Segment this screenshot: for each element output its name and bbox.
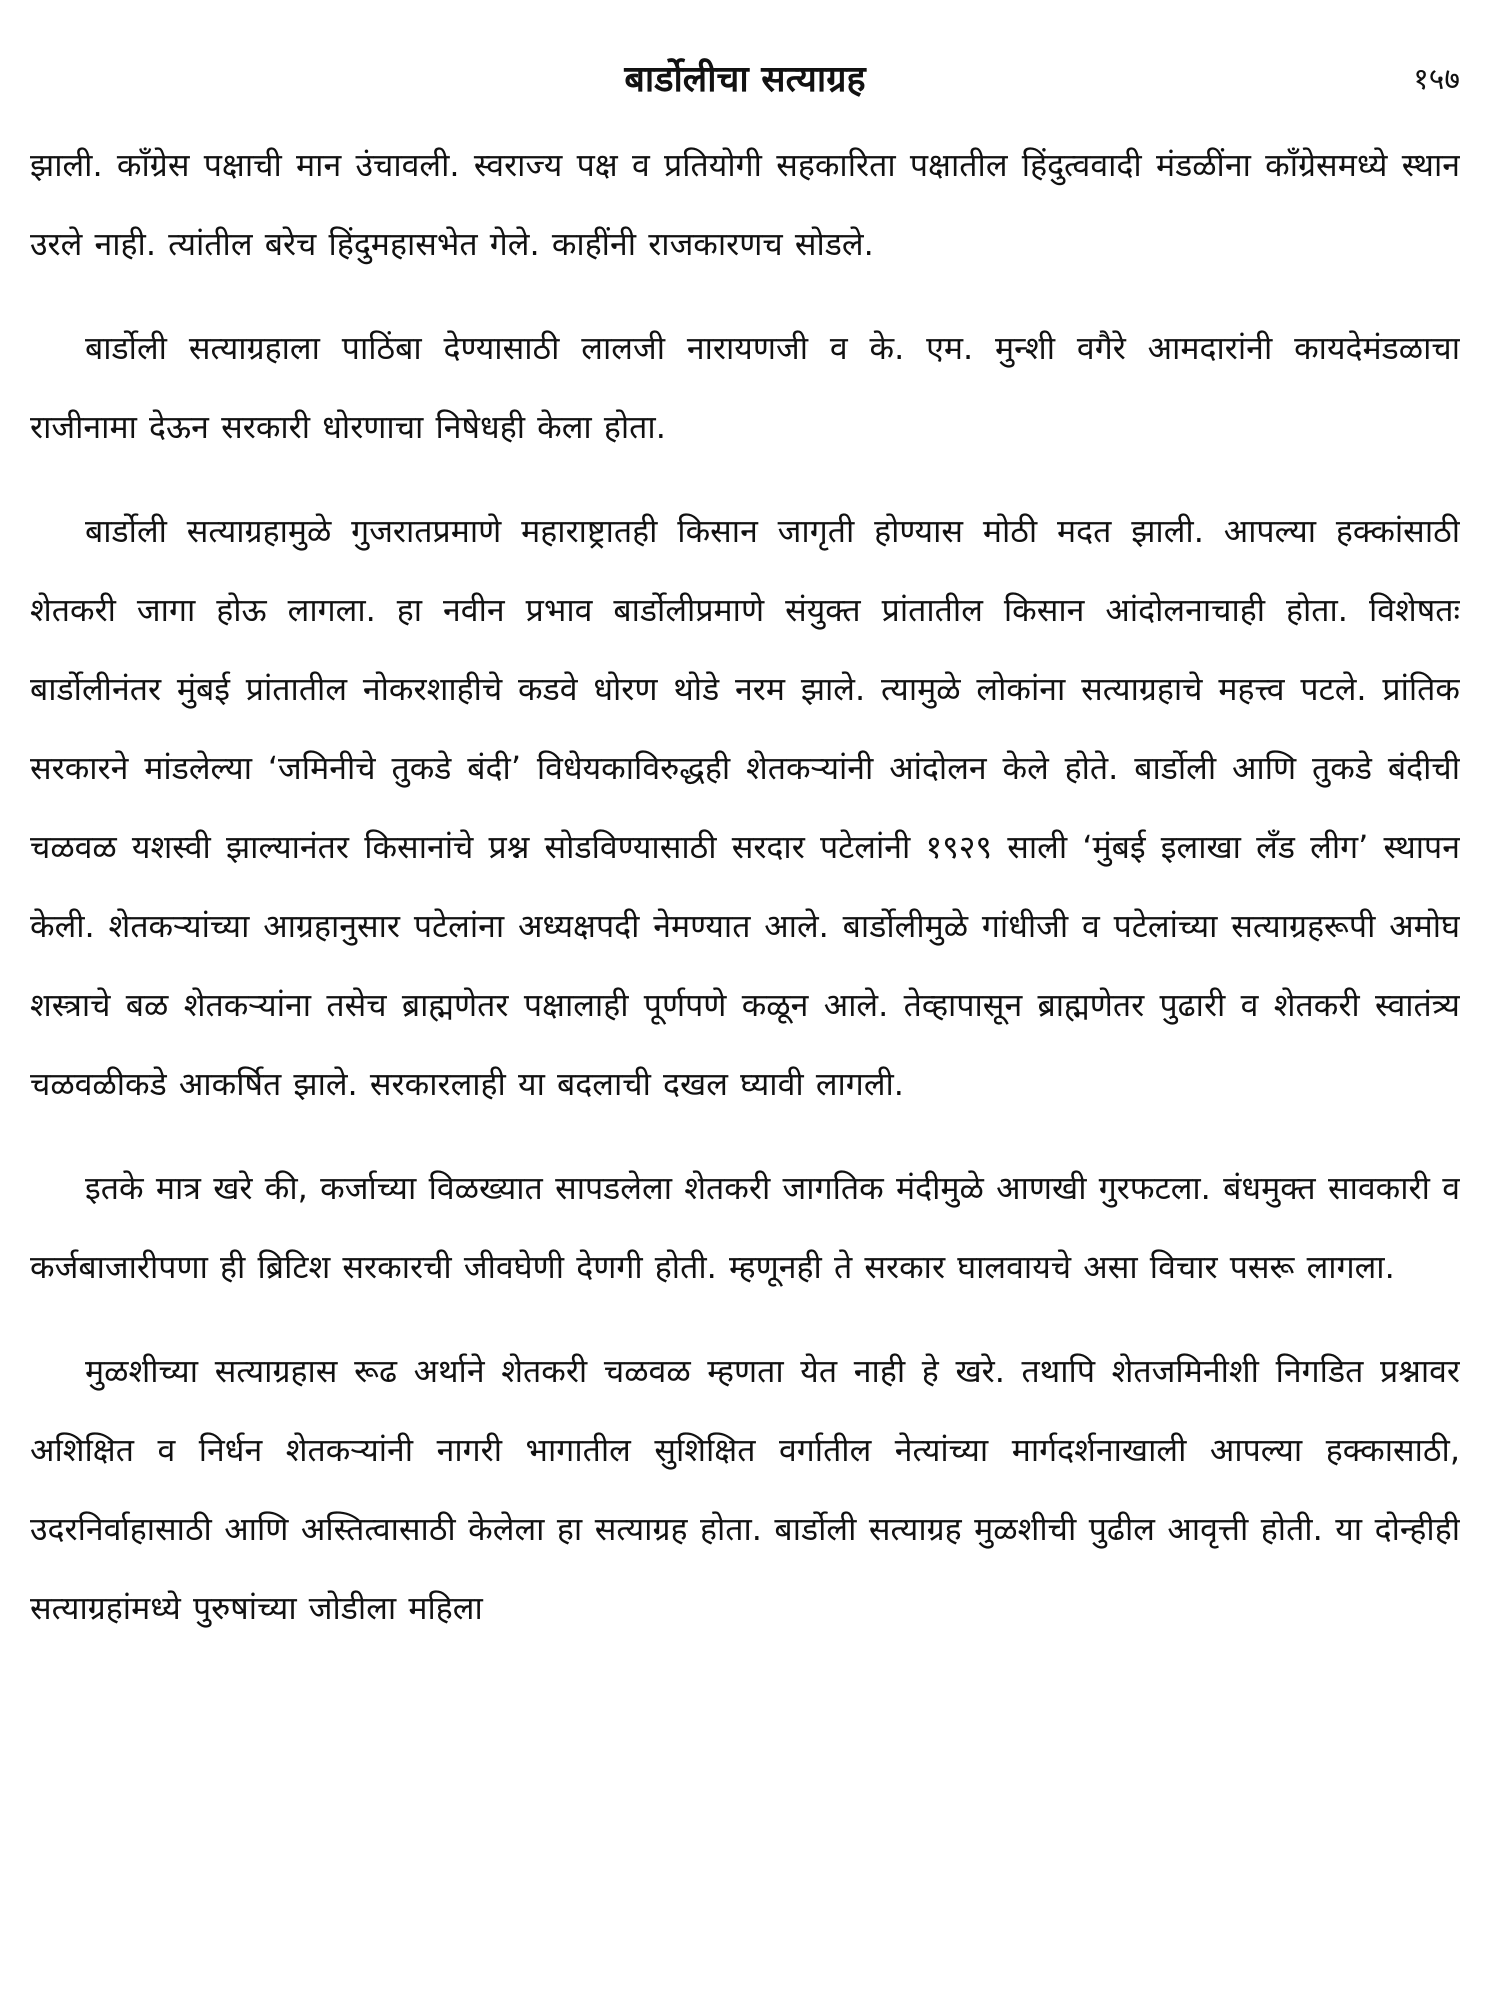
paragraph: बार्डोली सत्याग्रहामुळे गुजरातप्रमाणे महाराष्ट्रातही किसान जागृती होण्यास मोठी मदत झाली. आपल्या हक्कांसाठी शेतकरी जागा होऊ लागला. हा नवीन प्रभाव बार्डोलीप्रमाणे संयुक्त प्रांतातील किसान आंदोलनाचाही होता. विशेषतः बार्डोलीनंतर मुंबई प्रांतातील नोकरशाहीचे कडवे धोरण थोडे नरम झाले. त्यामुळे लोकांना सत्याग्रहाचे महत्त्व पटले. प्रांतिक सरकारने मांडलेल्या ‘जमिनीचे तुकडे बंदी’ विधेयकाविरुद्धही शेतकऱ्यांनी आंदोलन केले होते. बार्डोली आणि तुकडे बंदीची चळवळ यशस्वी झाल्यानंतर किसानांचे प्रश्न सोडविण्यासाठी सरदार पटेलांनी १९२९ साली ‘मुंबई इलाखा लँड लीग’ स्थापन केली. शेतकऱ्यांच्या आग्रहानुसार पटेलांना अध्यक्षपदी नेमण्यात आले. बार्डोलीमुळे गांधीजी व पटेलांच्या सत्याग्रहरूपी अमोघ शस्त्राचे बळ शेतकऱ्यांना तसेच ब्राह्मणेतर पक्षालाही पूर्णपणे कळून आले. तेव्हापासून ब्राह्मणेतर पुढारी व शेतकरी स्वातंत्र्य चळवळीकडे आकर्षित झाले. सरकारलाही या बदलाची दखल घ्यावी लागली. — [30, 512, 1460, 1103]
book-page — [30, 52, 1460, 1982]
paragraph-continued: झाली. काँग्रेस पक्षाची मान उंचावली. स्वराज्य पक्ष व प्रतियोगी सहकारिता पक्षातील हिंदुत्ववादी मंडळींना काँग्रेसमध्ये स्थान उरले नाही. त्यांतील बरेच हिंदुमहासभेत गेले. काहींनी राजकारणच सोडले. — [30, 146, 1460, 263]
running-header — [30, 52, 1460, 122]
running-title: बार्डोलीचा सत्याग्रह — [624, 59, 866, 100]
paragraph: इतके मात्र खरे की, कर्जाच्या विळख्यात सापडलेला शेतकरी जागतिक मंदीमुळे आणखी गुरफटला. बंधमुक्त सावकारी व कर्जबाजारीपणा ही ब्रिटिश सरकारची जीवघेणी देणगी होती. म्हणूनही ते सरकार घालवायचे असा विचार पसरू लागला. — [30, 1169, 1460, 1286]
body-text — [30, 126, 1460, 1648]
paragraph: मुळशीच्या सत्याग्रहास रूढ अर्थाने शेतकरी चळवळ म्हणता येत नाही हे खरे. तथापि शेतजमिनीशी निगडित प्रश्नावर अशिक्षित व निर्धन शेतकऱ्यांनी नागरी भागातील सुशिक्षित वर्गातील नेत्यांच्या मार्गदर्शनाखाली आपल्या हक्कासाठी, उदरनिर्वाहासाठी आणि अस्तित्वासाठी केलेला हा सत्याग्रह होता. बार्डोली सत्याग्रह मुळशीची पुढील आवृत्ती होती. या दोन्हीही सत्याग्रहांमध्ये पुरुषांच्या जोडीला महिला — [30, 1352, 1460, 1627]
page-number: १५७ — [1413, 62, 1460, 97]
paragraph: बार्डोली सत्याग्रहाला पाठिंबा देण्यासाठी लालजी नारायणजी व के. एम. मुन्शी वगैरे आमदारांनी कायदेमंडळाचा राजीनामा देऊन सरकारी धोरणाचा निषेधही केला होता. — [30, 329, 1460, 446]
